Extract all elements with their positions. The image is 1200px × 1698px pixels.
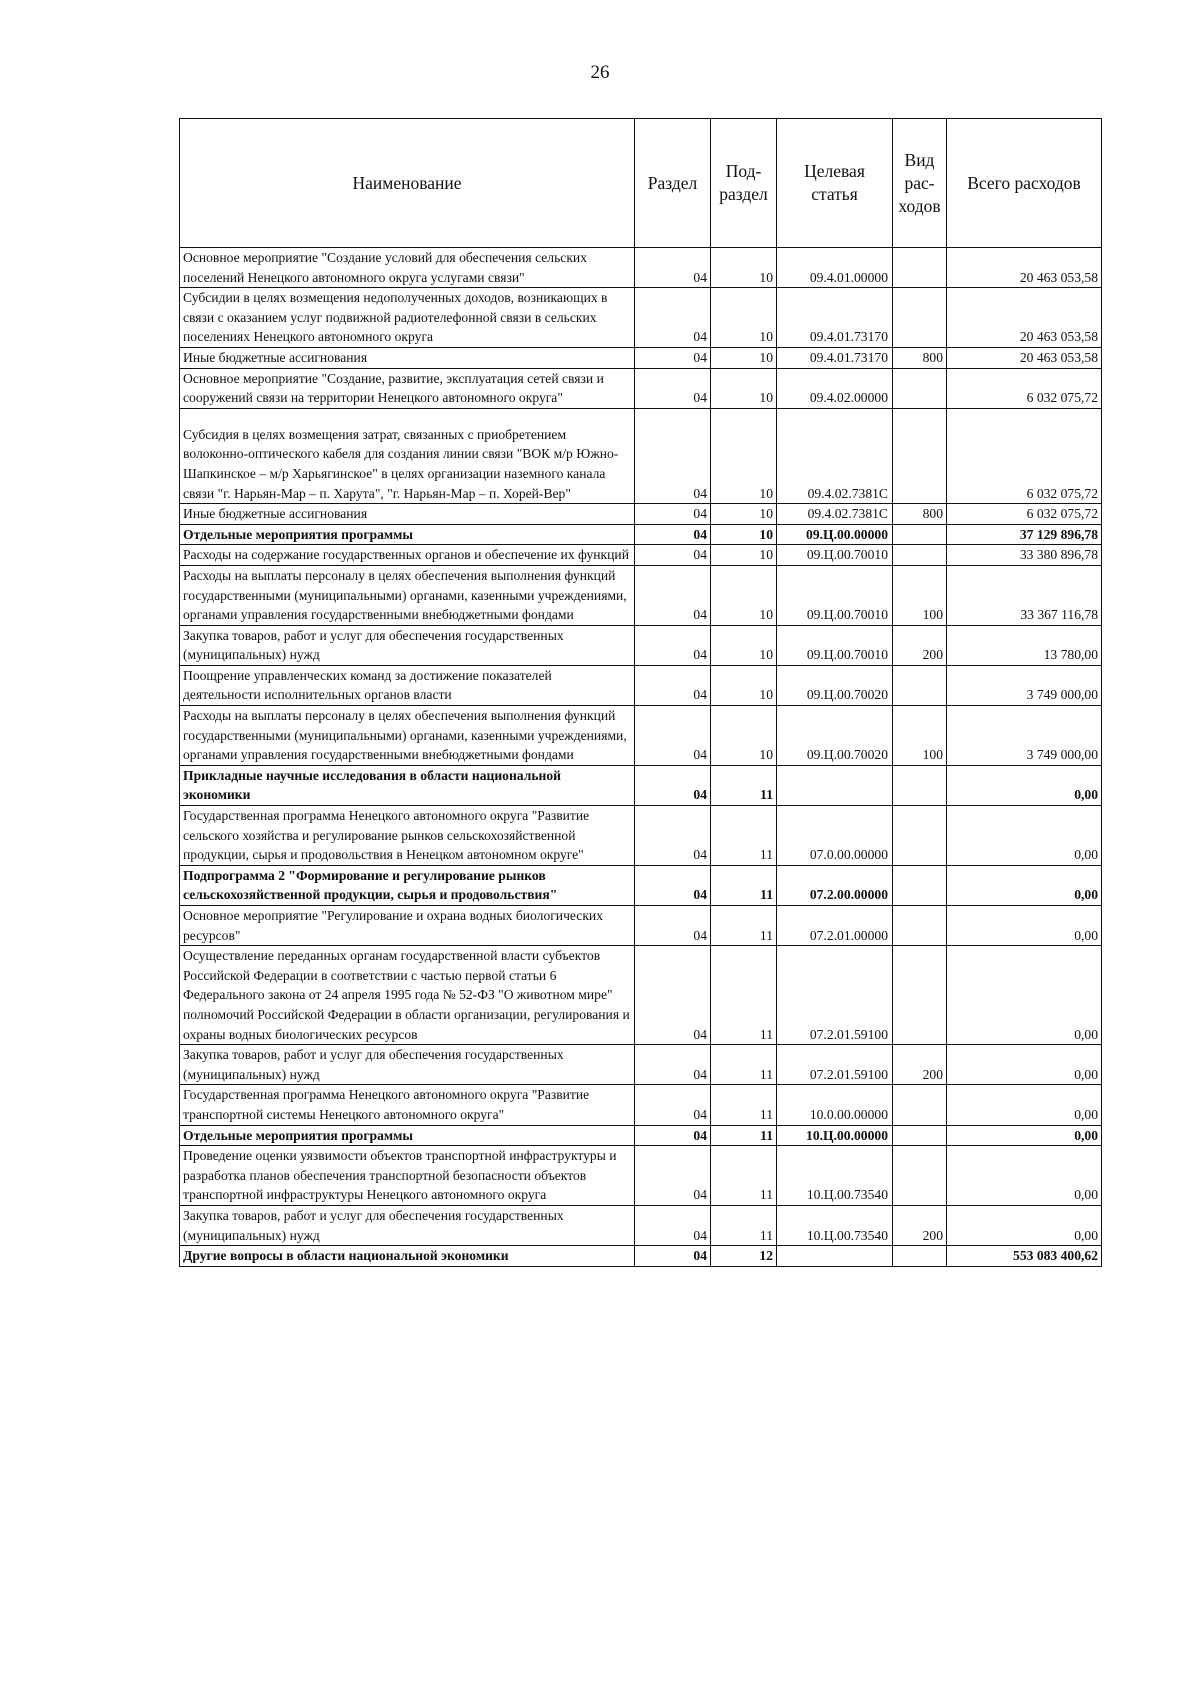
row-name-cell: Подпрограмма 2 "Формирование и регулирование рынков сельскохозяйственной продукции, сырья и продовольствия"	[180, 865, 635, 905]
table-row	[180, 1205, 1102, 1245]
row-razdel-cell: 04	[635, 347, 711, 368]
row-total-cell: 0,00	[947, 1205, 1102, 1245]
row-target-article-cell: 10.Ц.00.73540	[777, 1146, 893, 1206]
table-row	[180, 1045, 1102, 1085]
table-row	[180, 665, 1102, 705]
row-razdel-cell: 04	[635, 1246, 711, 1267]
row-podrazdel-cell: 11	[711, 1125, 777, 1146]
row-name-cell: Отдельные мероприятия программы	[180, 524, 635, 545]
row-expense-type-cell: 100	[893, 706, 947, 766]
row-name-cell: Субсидия в целях возмещения затрат, связанных с приобретением волоконно-оптического кабеля для создания линии связи "ВОК м/р Южно-Шапкинское – м/р Харьягинское" в целях организации наземного канала связи "г. Нарьян-Мар – п. Харута", "г. Нарьян-Мар – п. Хорей-Вер"	[180, 408, 635, 503]
row-name-cell: Расходы на содержание государственных органов и обеспечение их функций	[180, 545, 635, 566]
table-row	[180, 806, 1102, 866]
table-row	[180, 408, 1102, 503]
row-razdel-cell: 04	[635, 1125, 711, 1146]
table-row	[180, 347, 1102, 368]
row-total-cell: 0,00	[947, 946, 1102, 1045]
row-name-cell: Другие вопросы в области национальной экономики	[180, 1246, 635, 1267]
row-podrazdel-cell: 11	[711, 1205, 777, 1245]
row-podrazdel-cell: 10	[711, 347, 777, 368]
row-podrazdel-cell: 12	[711, 1246, 777, 1267]
row-target-article-cell: 10.Ц.00.73540	[777, 1205, 893, 1245]
row-total-cell: 13 780,00	[947, 625, 1102, 665]
table-header	[180, 119, 1102, 248]
row-podrazdel-cell: 11	[711, 1146, 777, 1206]
row-expense-type-cell	[893, 1125, 947, 1146]
table-row	[180, 368, 1102, 408]
row-total-cell: 0,00	[947, 1125, 1102, 1146]
row-podrazdel-cell: 10	[711, 408, 777, 503]
row-target-article-cell: 09.Ц.00.70010	[777, 625, 893, 665]
row-podrazdel-cell: 11	[711, 1045, 777, 1085]
row-name-cell: Отдельные мероприятия программы	[180, 1125, 635, 1146]
row-total-cell: 0,00	[947, 765, 1102, 805]
header-podrazdel: Под- раздел	[711, 119, 777, 248]
row-target-article-cell: 09.Ц.00.70020	[777, 665, 893, 705]
table-row	[180, 865, 1102, 905]
table-row	[180, 625, 1102, 665]
row-target-article-cell: 07.0.00.00000	[777, 806, 893, 866]
table-row	[180, 906, 1102, 946]
row-podrazdel-cell: 11	[711, 765, 777, 805]
row-name-cell: Расходы на выплаты персоналу в целях обеспечения выполнения функций государственными (муниципальными) органами, казенными учреждениями, органами управления государственными внебюджетными фондами	[180, 565, 635, 625]
row-total-cell: 0,00	[947, 1085, 1102, 1125]
row-total-cell: 33 380 896,78	[947, 545, 1102, 566]
row-target-article-cell	[777, 765, 893, 805]
row-podrazdel-cell: 11	[711, 865, 777, 905]
table-row	[180, 288, 1102, 348]
table-row	[180, 765, 1102, 805]
header-total-expenses: Всего расходов	[947, 119, 1102, 248]
row-podrazdel-cell: 11	[711, 1085, 777, 1125]
row-expense-type-cell	[893, 865, 947, 905]
row-podrazdel-cell: 11	[711, 946, 777, 1045]
row-total-cell: 20 463 053,58	[947, 288, 1102, 348]
row-target-article-cell: 09.4.02.00000	[777, 368, 893, 408]
table-body	[180, 248, 1102, 1267]
row-expense-type-cell	[893, 524, 947, 545]
table-row	[180, 706, 1102, 766]
row-name-cell: Закупка товаров, работ и услуг для обеспечения государственных (муниципальных) нужд	[180, 625, 635, 665]
budget-table	[179, 118, 1102, 1267]
row-total-cell: 0,00	[947, 1045, 1102, 1085]
row-razdel-cell: 04	[635, 765, 711, 805]
row-name-cell: Расходы на выплаты персоналу в целях обеспечения выполнения функций государственными (муниципальными) органами, казенными учреждениями, органами управления государственными внебюджетными фондами	[180, 706, 635, 766]
row-podrazdel-cell: 10	[711, 665, 777, 705]
header-name: Наименование	[180, 119, 635, 248]
row-name-cell: Государственная программа Ненецкого автономного округа "Развитие транспортной системы Ненецкого автономного округа"	[180, 1085, 635, 1125]
row-name-cell: Иные бюджетные ассигнования	[180, 347, 635, 368]
row-expense-type-cell	[893, 368, 947, 408]
row-total-cell: 0,00	[947, 865, 1102, 905]
row-expense-type-cell	[893, 408, 947, 503]
row-target-article-cell: 10.Ц.00.00000	[777, 1125, 893, 1146]
table-row	[180, 1246, 1102, 1267]
row-razdel-cell: 04	[635, 1045, 711, 1085]
row-name-cell: Основное мероприятие "Регулирование и охрана водных биологических ресурсов"	[180, 906, 635, 946]
row-expense-type-cell	[893, 1146, 947, 1206]
table-row	[180, 504, 1102, 525]
row-razdel-cell: 04	[635, 806, 711, 866]
row-razdel-cell: 04	[635, 1146, 711, 1206]
row-target-article-cell: 09.4.01.00000	[777, 248, 893, 288]
row-expense-type-cell: 100	[893, 565, 947, 625]
row-name-cell: Осуществление переданных органам государственной власти субъектов Российской Федерации в соответствии с частью первой статьи 6 Федерального закона от 24 апреля 1995 года № 52-ФЗ "О животном мире" полномочий Российской Федерации в области организации, регулирования и охраны водных биологических ресурсов	[180, 946, 635, 1045]
row-target-article-cell: 10.0.00.00000	[777, 1085, 893, 1125]
row-total-cell: 6 032 075,72	[947, 504, 1102, 525]
table-row	[180, 1125, 1102, 1146]
row-razdel-cell: 04	[635, 524, 711, 545]
header-expense-type: Вид рас- ходов	[893, 119, 947, 248]
row-podrazdel-cell: 10	[711, 524, 777, 545]
row-total-cell: 20 463 053,58	[947, 347, 1102, 368]
table-row	[180, 545, 1102, 566]
row-name-cell: Субсидии в целях возмещения недополученных доходов, возникающих в связи с оказанием услуг подвижной радиотелефонной связи в сельских поселениях Ненецкого автономного округа	[180, 288, 635, 348]
row-expense-type-cell: 200	[893, 1205, 947, 1245]
row-expense-type-cell	[893, 1085, 947, 1125]
row-podrazdel-cell: 10	[711, 288, 777, 348]
row-razdel-cell: 04	[635, 565, 711, 625]
row-target-article-cell	[777, 1246, 893, 1267]
row-razdel-cell: 04	[635, 865, 711, 905]
row-total-cell: 6 032 075,72	[947, 408, 1102, 503]
row-total-cell: 37 129 896,78	[947, 524, 1102, 545]
row-expense-type-cell: 200	[893, 1045, 947, 1085]
row-target-article-cell: 09.4.02.7381С	[777, 408, 893, 503]
row-podrazdel-cell: 10	[711, 545, 777, 566]
row-razdel-cell: 04	[635, 706, 711, 766]
row-expense-type-cell	[893, 806, 947, 866]
row-name-cell: Поощрение управленческих команд за достижение показателей деятельности исполнительных органов власти	[180, 665, 635, 705]
table-row	[180, 1146, 1102, 1206]
row-expense-type-cell	[893, 248, 947, 288]
table-row	[180, 524, 1102, 545]
row-total-cell: 6 032 075,72	[947, 368, 1102, 408]
row-expense-type-cell	[893, 545, 947, 566]
row-razdel-cell: 04	[635, 906, 711, 946]
row-name-cell: Проведение оценки уязвимости объектов транспортной инфраструктуры и разработка планов обеспечения транспортной безопасности объектов транспортной инфраструктуры Ненецкого автономного округа	[180, 1146, 635, 1206]
row-name-cell: Основное мероприятие "Создание условий для обеспечения сельских поселений Ненецкого автономного округа услугами связи"	[180, 248, 635, 288]
row-expense-type-cell	[893, 906, 947, 946]
row-expense-type-cell: 200	[893, 625, 947, 665]
row-name-cell: Прикладные научные исследования в области национальной экономики	[180, 765, 635, 805]
row-podrazdel-cell: 11	[711, 806, 777, 866]
row-podrazdel-cell: 10	[711, 368, 777, 408]
row-expense-type-cell	[893, 665, 947, 705]
row-razdel-cell: 04	[635, 1085, 711, 1125]
row-razdel-cell: 04	[635, 946, 711, 1045]
row-expense-type-cell: 800	[893, 504, 947, 525]
header-razdel: Раздел	[635, 119, 711, 248]
row-total-cell: 0,00	[947, 806, 1102, 866]
row-podrazdel-cell: 10	[711, 706, 777, 766]
row-target-article-cell: 07.2.00.00000	[777, 865, 893, 905]
row-target-article-cell: 09.4.02.7381С	[777, 504, 893, 525]
row-expense-type-cell: 800	[893, 347, 947, 368]
row-total-cell: 3 749 000,00	[947, 706, 1102, 766]
row-podrazdel-cell: 10	[711, 625, 777, 665]
row-total-cell: 553 083 400,62	[947, 1246, 1102, 1267]
row-razdel-cell: 04	[635, 504, 711, 525]
row-name-cell: Закупка товаров, работ и услуг для обеспечения государственных (муниципальных) нужд	[180, 1205, 635, 1245]
row-target-article-cell: 09.Ц.00.00000	[777, 524, 893, 545]
header-target-article: Целевая статья	[777, 119, 893, 248]
row-razdel-cell: 04	[635, 625, 711, 665]
row-total-cell: 0,00	[947, 1146, 1102, 1206]
row-razdel-cell: 04	[635, 248, 711, 288]
row-podrazdel-cell: 10	[711, 248, 777, 288]
row-expense-type-cell	[893, 288, 947, 348]
row-target-article-cell: 09.Ц.00.70010	[777, 565, 893, 625]
header-row	[180, 119, 1102, 248]
row-razdel-cell: 04	[635, 545, 711, 566]
row-expense-type-cell	[893, 765, 947, 805]
row-total-cell: 3 749 000,00	[947, 665, 1102, 705]
table-row	[180, 1085, 1102, 1125]
row-razdel-cell: 04	[635, 1205, 711, 1245]
row-podrazdel-cell: 11	[711, 906, 777, 946]
row-razdel-cell: 04	[635, 288, 711, 348]
row-target-article-cell: 09.Ц.00.70010	[777, 545, 893, 566]
row-total-cell: 33 367 116,78	[947, 565, 1102, 625]
row-target-article-cell: 07.2.01.00000	[777, 906, 893, 946]
table-row	[180, 565, 1102, 625]
row-name-cell: Закупка товаров, работ и услуг для обеспечения государственных (муниципальных) нужд	[180, 1045, 635, 1085]
row-podrazdel-cell: 10	[711, 504, 777, 525]
row-razdel-cell: 04	[635, 408, 711, 503]
row-target-article-cell: 09.4.01.73170	[777, 288, 893, 348]
row-name-cell: Основное мероприятие "Создание, развитие, эксплуатация сетей связи и сооружений связи на территории Ненецкого автономного округа"	[180, 368, 635, 408]
row-target-article-cell: 09.Ц.00.70020	[777, 706, 893, 766]
row-name-cell: Государственная программа Ненецкого автономного округа "Развитие сельского хозяйства и регулирование рынков сельскохозяйственной продукции, сырья и продовольствия в Ненецком автономном округе"	[180, 806, 635, 866]
row-target-article-cell: 09.4.01.73170	[777, 347, 893, 368]
page-number: 26	[590, 62, 610, 83]
table-row	[180, 248, 1102, 288]
row-target-article-cell: 07.2.01.59100	[777, 946, 893, 1045]
table-row	[180, 946, 1102, 1045]
row-total-cell: 0,00	[947, 906, 1102, 946]
row-razdel-cell: 04	[635, 368, 711, 408]
row-total-cell: 20 463 053,58	[947, 248, 1102, 288]
row-expense-type-cell	[893, 946, 947, 1045]
row-target-article-cell: 07.2.01.59100	[777, 1045, 893, 1085]
row-name-cell: Иные бюджетные ассигнования	[180, 504, 635, 525]
row-expense-type-cell	[893, 1246, 947, 1267]
row-podrazdel-cell: 10	[711, 565, 777, 625]
row-razdel-cell: 04	[635, 665, 711, 705]
